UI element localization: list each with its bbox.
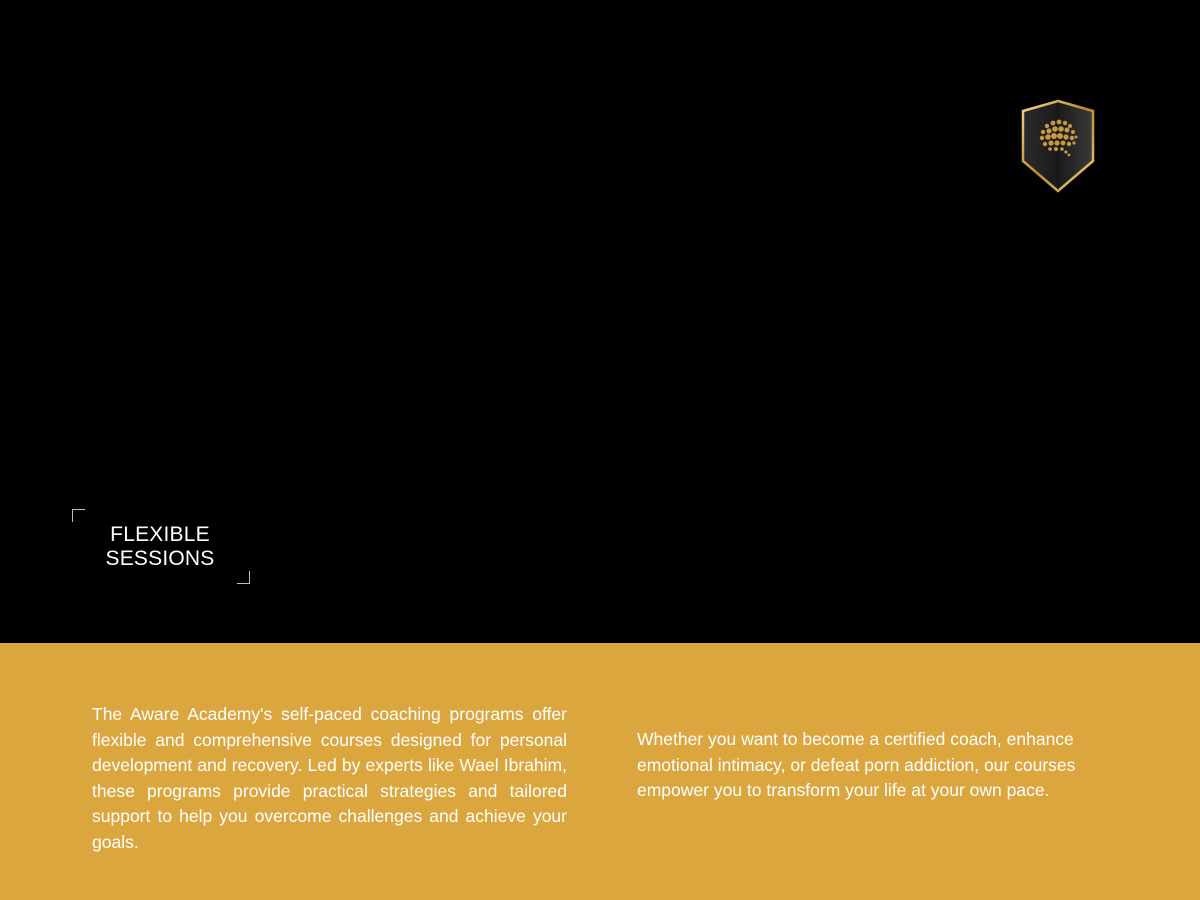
shield-brain-icon — [1020, 99, 1096, 194]
flexible-sessions-badge — [72, 509, 250, 584]
feature-label-line2: SESSIONS — [105, 547, 215, 570]
feature-label-line1: FLEXIBLE — [110, 523, 210, 546]
intro-paragraph: The Aware Academy's self-paced coaching programs offer flexible and comprehensive courses designed for personal development and recovery. Led by experts like Wael Ibrahim, these programs provide practical strategies and tailored support to help you overcome challenges and achieve your goals. — [92, 704, 567, 852]
feature-label — [90, 523, 230, 571]
corner-bracket-top-left — [72, 509, 85, 522]
benefits-paragraph: Whether you want to become a certified coach, enhance emotional intimacy, or defeat porn addiction, our courses empower you to transform your life at your own pace. — [637, 729, 1076, 800]
corner-bracket-bottom-right — [237, 571, 250, 584]
